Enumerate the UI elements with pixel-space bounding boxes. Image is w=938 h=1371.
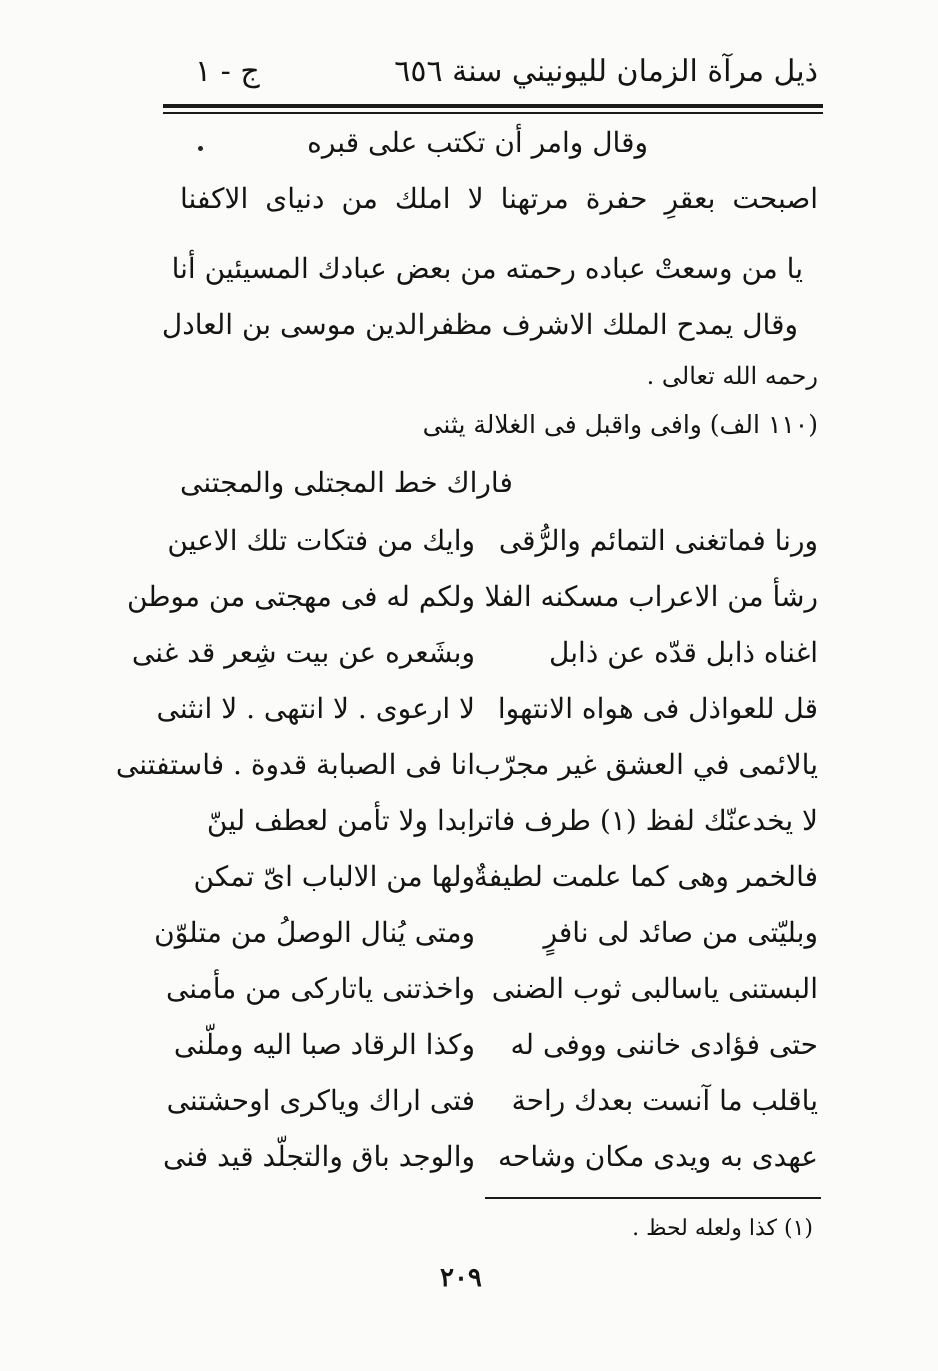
hemistich-first: البستنى ياسالبى ثوب الضنى [491, 972, 818, 1005]
hemistich-second: والوجد باق والتجلّد قيد فنى [163, 1140, 475, 1173]
hemistich-first: قل للعواذل فى هواه الانتهوا [497, 692, 818, 725]
hemistich-second: انا فى الصبابة قدوة . فاستفتنى [115, 748, 475, 781]
hemistich-first: وبليّتى من صائد لى نافرٍ [543, 916, 818, 949]
text-line: وقال يمدح الملك الاشرف مظفرالدين موسى بن العادل [161, 308, 798, 341]
hemistich-first: ورنا فماتغنى التمائم والرُّقى [498, 524, 818, 557]
hemistich-second: واخذتنى ياتاركى من مأمنى [165, 972, 475, 1005]
header-rule-thin [163, 112, 823, 114]
folio-line: (١١٠ الف) وافى واقبل فى الغلالة يثنى [422, 410, 818, 439]
hemistich-second: وايك من فتكات تلك الاعين [167, 524, 475, 557]
hemistich-first: فالخمر وهى كما علمت لطيفةٌ [473, 860, 818, 893]
header-title: ذيل مرآة الزمان لليونيني سنة ٦٥٦ [394, 54, 818, 89]
text-line: يا من وسعتْ عباده رحمته من بعض عبادك المسيئين أنا [171, 252, 803, 285]
hemistich-first: رشأ من الاعراب مسكنه الفلا [484, 580, 818, 613]
hemistich-first: لا يخدعنّك لفظ (١) طرف فاتر [470, 804, 818, 837]
hemistich-second: وبشَعره عن بيت شِعر قد غنى [131, 636, 475, 669]
hemistich-second: وكذا الرقاد صبا اليه وملّنى [173, 1028, 475, 1061]
hemistich-half: فاراك خط المجتلى والمجتنى [180, 466, 513, 499]
hemistich-second: ولها من الالباب اىّ تمكن [193, 860, 475, 893]
page-number: ٢٠٩ [440, 1263, 482, 1293]
text-line: رحمه الله تعالى . [646, 362, 818, 390]
header-volume: ج - ١ [195, 54, 260, 89]
hemistich-first: اغناه ذابل قدّه عن ذابل [549, 636, 818, 669]
hemistich-first: حتى فؤادى خاننى ووفى له [510, 1028, 818, 1061]
hemistich-first: يالائمى في العشق غير مجرّب [474, 748, 818, 781]
text-line: وقال وامر أن تكتب على قبره [307, 126, 648, 159]
hemistich-first: عهدى به ويدى مكان وشاحه [498, 1140, 818, 1173]
hemistich-second: لا ارعوى . لا انتهى . لا انثنى [156, 692, 475, 725]
hemistich-first: ياقلب ما آنست بعدك راحة [511, 1084, 818, 1117]
hemistich-second: ومتى يُنال الوصلُ من متلوّن [154, 916, 475, 949]
hemistich-second: ابدا ولا تأمن لعطف لينّ [206, 804, 475, 837]
text-line: اصبحت بعقرِ حفرة مرتهنا لا املك من دنياى الاكفنا [180, 182, 818, 215]
footnote-rule [485, 1197, 821, 1199]
hemistich-second: ولكم له فى مهجتى من موطن [126, 580, 475, 613]
hemistich-second: فتى اراك وياكرى اوحشتنى [166, 1084, 475, 1117]
footnote: (١) كذا ولعله لحظ . [632, 1216, 813, 1241]
header-rule-thick [163, 104, 823, 108]
margin-dot [198, 146, 203, 151]
